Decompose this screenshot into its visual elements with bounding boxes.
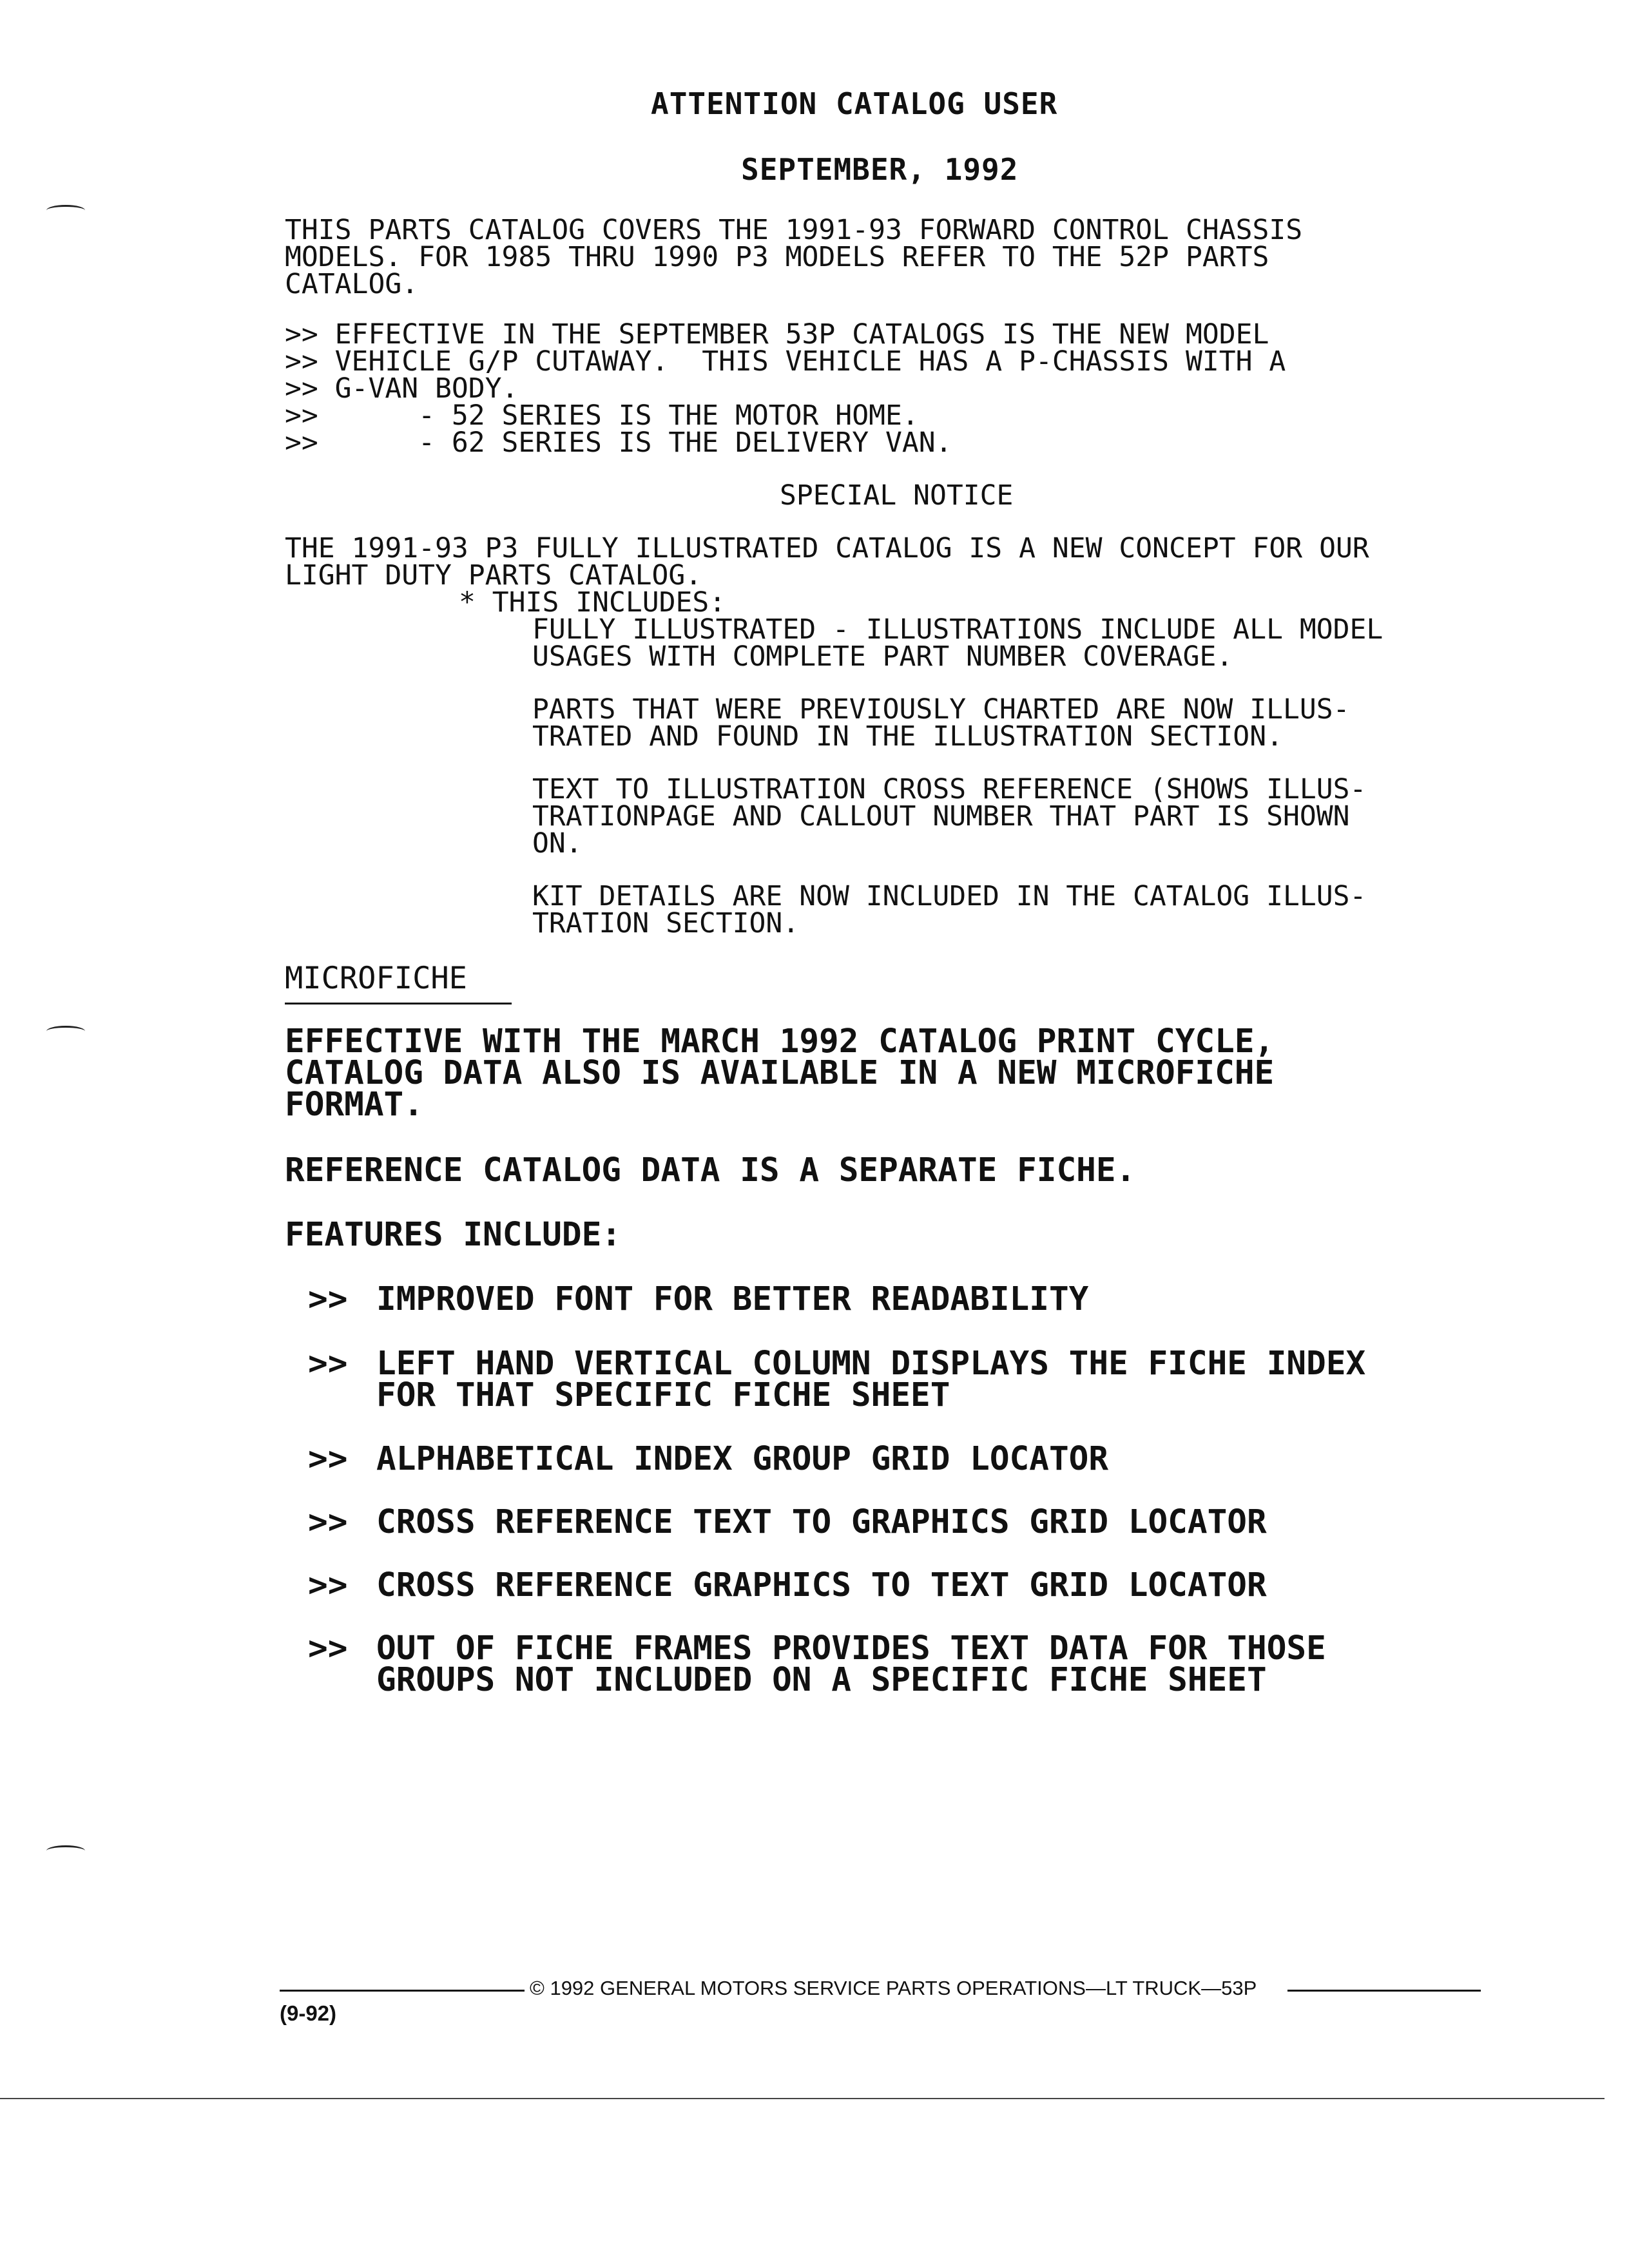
notice-line: THE 1991-93 P3 FULLY ILLUSTRATED CATALOG IS A NEW CONCEPT FOR OUR	[285, 532, 1369, 564]
page-bottom-edge	[0, 2098, 1605, 2099]
bullet-glyph: >>	[308, 1440, 348, 1478]
special-notice-heading: SPECIAL NOTICE	[780, 479, 1014, 512]
feature-line: FOR THAT SPECIFIC FICHE SHEET	[376, 1376, 950, 1414]
features-heading: FEATURES INCLUDE:	[285, 1216, 621, 1254]
notice-item-line: KIT DETAILS ARE NOW INCLUDED IN THE CATALOG ILLUS-	[532, 880, 1367, 912]
punch-mark-middle	[46, 1026, 85, 1037]
page-title: ATTENTION CATALOG USER	[651, 86, 1058, 121]
microfiche-paragraph-2: REFERENCE CATALOG DATA IS A SEPARATE FICHE.	[285, 1151, 1136, 1189]
note-line: >> - 62 SERIES IS THE DELIVERY VAN.	[285, 427, 952, 459]
note-line: >> - 52 SERIES IS THE MOTOR HOME.	[285, 399, 919, 432]
feature-line: IMPROVED FONT FOR BETTER READABILITY	[376, 1280, 1089, 1318]
punch-mark-bottom	[46, 1845, 85, 1856]
notice-item-line: FULLY ILLUSTRATED - ILLUSTRATIONS INCLUDE ALL MODEL	[532, 613, 1383, 646]
intro-line: CATALOG.	[285, 268, 419, 300]
notice-line: LIGHT DUTY PARTS CATALOG.	[285, 559, 702, 591]
feature-line: LEFT HAND VERTICAL COLUMN DISPLAYS THE FICHE INDEX	[376, 1345, 1366, 1383]
page-date: SEPTEMBER, 1992	[741, 152, 1019, 187]
note-line: >> VEHICLE G/P CUTAWAY. THIS VEHICLE HAS A P-CHASSIS WITH A	[285, 345, 1286, 378]
microfiche-heading: MICROFICHE	[285, 961, 467, 996]
paragraph-line: FORMAT.	[285, 1086, 423, 1124]
notice-item-line: USAGES WITH COMPLETE PART NUMBER COVERAGE.	[532, 640, 1233, 673]
intro-line: THIS PARTS CATALOG COVERS THE 1991-93 FORWARD CONTROL CHASSIS	[285, 214, 1303, 246]
notice-item-line: PARTS THAT WERE PREVIOUSLY CHARTED ARE NOW ILLUS-	[532, 693, 1350, 726]
footer-copyright: © 1992 GENERAL MOTORS SERVICE PARTS OPERATIONS—LT TRUCK—53P	[530, 1977, 1257, 1999]
bullet-glyph: >>	[308, 1566, 348, 1604]
feature-line: CROSS REFERENCE TEXT TO GRAPHICS GRID LOCATOR	[376, 1503, 1267, 1541]
feature-line: OUT OF FICHE FRAMES PROVIDES TEXT DATA FOR THOSE	[376, 1629, 1326, 1667]
notice-item-line: TEXT TO ILLUSTRATION CROSS REFERENCE (SHOWS ILLUS-	[532, 773, 1367, 805]
feature-line: CROSS REFERENCE GRAPHICS TO TEXT GRID LOCATOR	[376, 1566, 1267, 1604]
notice-line: * THIS INCLUDES:	[459, 586, 726, 619]
notice-item-line: ON.	[532, 827, 583, 860]
microfiche-heading-underline	[285, 1003, 512, 1004]
note-line: >> EFFECTIVE IN THE SEPTEMBER 53P CATALOGS IS THE NEW MODEL	[285, 318, 1269, 351]
bullet-glyph: >>	[308, 1503, 348, 1541]
footer-rule-left	[280, 1990, 525, 1992]
footer-revision: (9-92)	[280, 2001, 337, 2025]
bullet-glyph: >>	[308, 1345, 348, 1383]
paragraph-line: CATALOG DATA ALSO IS AVAILABLE IN A NEW MICROFICHE	[285, 1054, 1275, 1092]
intro-line: MODELS. FOR 1985 THRU 1990 P3 MODELS REFER TO THE 52P PARTS	[285, 241, 1269, 273]
notice-item-line: TRATED AND FOUND IN THE ILLUSTRATION SECTION.	[532, 720, 1283, 753]
notice-item-line: TRATION SECTION.	[532, 907, 800, 939]
paragraph-line: EFFECTIVE WITH THE MARCH 1992 CATALOG PRINT CYCLE,	[285, 1023, 1275, 1061]
feature-line: ALPHABETICAL INDEX GROUP GRID LOCATOR	[376, 1440, 1109, 1478]
notice-item-line: TRATIONPAGE AND CALLOUT NUMBER THAT PART IS SHOWN	[532, 800, 1350, 832]
note-line: >> G-VAN BODY.	[285, 372, 519, 405]
feature-line: GROUPS NOT INCLUDED ON A SPECIFIC FICHE SHEET	[376, 1661, 1267, 1699]
punch-mark-top	[46, 205, 85, 216]
bullet-glyph: >>	[308, 1629, 348, 1667]
footer-rule-right	[1287, 1990, 1481, 1992]
bullet-glyph: >>	[308, 1280, 348, 1318]
